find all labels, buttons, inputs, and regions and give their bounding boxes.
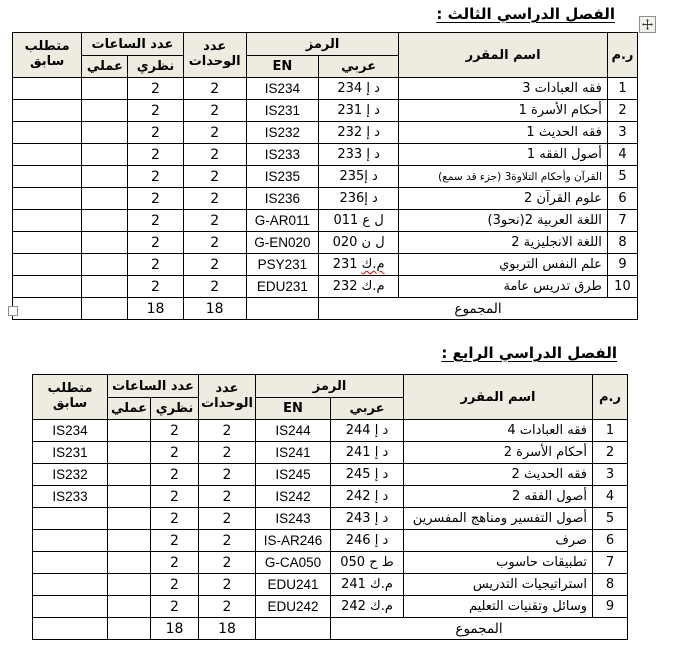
practical-hours-cell[interactable] <box>82 144 128 166</box>
theory-hours-cell[interactable]: 2 <box>151 464 199 486</box>
course-row <box>33 552 628 574</box>
course-code-en-cell[interactable]: IS235 <box>246 166 318 188</box>
practical-hours-cell[interactable] <box>82 100 128 122</box>
practical-hours-cell[interactable] <box>108 574 151 596</box>
total-theory-hours[interactable]: 18 <box>128 298 183 320</box>
practical-hours-cell[interactable] <box>82 166 128 188</box>
course-code-arabic-cell[interactable]: د إ 233 <box>319 144 399 166</box>
course-code-arabic-cell[interactable]: م.ك 241 <box>331 574 404 596</box>
header-practical-hours[interactable]: عملي <box>82 56 128 78</box>
course-code-en-cell[interactable]: IS242 <box>256 486 331 508</box>
course-row <box>33 530 628 552</box>
total-prerequisite[interactable] <box>13 298 82 320</box>
row-number-cell[interactable]: 4 <box>593 486 628 508</box>
row-number-cell[interactable]: 1 <box>607 78 637 100</box>
header-theory-hours[interactable]: نظري <box>151 398 199 420</box>
course-code-arabic-cell[interactable]: د إ 232 <box>319 122 399 144</box>
course-code-arabic-cell[interactable]: د إ 241 <box>331 442 404 464</box>
table-move-handle[interactable] <box>639 16 656 33</box>
course-code-arabic-cell[interactable]: د إ 242 <box>331 486 404 508</box>
row-number-cell[interactable]: 7 <box>607 210 637 232</box>
course-name-cell[interactable]: علوم القرآن 2 <box>399 188 608 210</box>
course-row <box>33 442 628 464</box>
course-name-cell[interactable]: أحكام الأسرة 1 <box>399 100 608 122</box>
theory-hours-cell[interactable]: 2 <box>151 442 199 464</box>
course-name-cell[interactable]: استراتيجيات التدريس <box>404 574 593 596</box>
table-resize-handle[interactable] <box>8 306 18 316</box>
course-code-en-cell[interactable]: IS232 <box>246 122 318 144</box>
course-code-en-cell[interactable]: G-EN020 <box>246 232 318 254</box>
table-header <box>13 33 638 78</box>
course-code-en-cell[interactable]: G-AR011 <box>246 210 318 232</box>
table-header <box>33 375 628 420</box>
practical-hours-cell[interactable] <box>108 552 151 574</box>
total-practical-hours[interactable] <box>82 298 128 320</box>
semester-3-table <box>12 32 638 320</box>
units-cell[interactable]: 2 <box>199 486 256 508</box>
practical-hours-cell[interactable] <box>108 486 151 508</box>
move-arrows-icon <box>642 19 653 30</box>
units-cell[interactable]: 2 <box>199 420 256 442</box>
prerequisite-cell[interactable] <box>13 78 82 100</box>
course-code-en-cell[interactable]: IS236 <box>246 188 318 210</box>
course-name-cell[interactable]: صرف <box>404 530 593 552</box>
row-number-cell[interactable]: 6 <box>593 530 628 552</box>
header-course-name[interactable]: اسم المقرر <box>399 33 608 78</box>
practical-hours-cell[interactable] <box>82 232 128 254</box>
course-code-en-cell[interactable]: EDU241 <box>256 574 331 596</box>
course-code-arabic-cell[interactable]: د إ 246 <box>331 530 404 552</box>
header-units[interactable]: عدد الوحدات <box>199 375 256 420</box>
total-code-en[interactable] <box>246 298 318 320</box>
theory-hours-cell[interactable]: 2 <box>151 486 199 508</box>
prerequisite-cell[interactable] <box>13 166 82 188</box>
row-number-cell[interactable]: 9 <box>593 596 628 618</box>
course-row <box>33 486 628 508</box>
theory-hours-cell[interactable]: 2 <box>128 232 183 254</box>
units-cell[interactable]: 2 <box>183 232 246 254</box>
total-code-en[interactable] <box>256 618 331 640</box>
course-row <box>33 464 628 486</box>
header-code-en[interactable]: EN <box>246 56 318 78</box>
course-row <box>13 144 638 166</box>
course-row <box>33 574 628 596</box>
theory-hours-cell[interactable]: 2 <box>151 596 199 618</box>
theory-hours-cell[interactable]: 2 <box>128 188 183 210</box>
total-label[interactable]: المجموع <box>319 298 638 320</box>
course-code-en-cell[interactable]: IS244 <box>256 420 331 442</box>
header-units[interactable]: عدد الوحدات <box>183 33 246 78</box>
course-row <box>13 166 638 188</box>
row-number-cell[interactable]: 6 <box>607 188 637 210</box>
course-name-cell[interactable]: اللغة الانجليزية 2 <box>399 232 608 254</box>
course-row <box>33 596 628 618</box>
units-cell[interactable]: 2 <box>199 442 256 464</box>
practical-hours-cell[interactable] <box>82 254 128 276</box>
row-number-cell[interactable]: 5 <box>607 166 637 188</box>
row-number-cell[interactable]: 3 <box>607 122 637 144</box>
total-row <box>13 298 638 320</box>
units-cell[interactable]: 2 <box>199 508 256 530</box>
prerequisite-cell[interactable] <box>13 254 82 276</box>
theory-hours-cell[interactable]: 2 <box>128 100 183 122</box>
theory-hours-cell[interactable]: 2 <box>128 78 183 100</box>
course-name-cell[interactable]: فقه الحديث 2 <box>404 464 593 486</box>
section-title-semester-4[interactable]: الفصل الدراسي الرابع : <box>441 344 617 362</box>
course-name-cell[interactable]: فقه العبادات 4 <box>404 420 593 442</box>
misspelled-text: م.ك <box>361 257 385 272</box>
semester-4-table <box>32 374 628 640</box>
header-prerequisite[interactable]: متطلب سابق <box>33 375 108 420</box>
units-cell[interactable]: 2 <box>183 276 246 298</box>
theory-hours-cell[interactable]: 2 <box>151 420 199 442</box>
course-row <box>33 508 628 530</box>
practical-hours-cell[interactable] <box>108 530 151 552</box>
theory-hours-cell[interactable]: 2 <box>128 254 183 276</box>
course-row <box>13 232 638 254</box>
units-cell[interactable]: 2 <box>199 530 256 552</box>
course-name-cell[interactable]: تطبيقات حاسوب <box>404 552 593 574</box>
course-name-cell[interactable]: فقه العبادات 3 <box>399 78 608 100</box>
course-row <box>13 276 638 298</box>
course-code-arabic-cell[interactable]: د إ 234 <box>319 78 399 100</box>
practical-hours-cell[interactable] <box>82 210 128 232</box>
course-row <box>33 420 628 442</box>
theory-hours-cell[interactable]: 2 <box>128 144 183 166</box>
practical-hours-cell[interactable] <box>82 276 128 298</box>
row-number-cell[interactable]: 5 <box>593 508 628 530</box>
header-prerequisite[interactable]: متطلب سابق <box>13 33 82 78</box>
prerequisite-cell[interactable] <box>33 596 108 618</box>
total-practical-hours[interactable] <box>108 618 151 640</box>
prerequisite-cell[interactable] <box>13 276 82 298</box>
header-hours-group[interactable]: عدد الساعات <box>82 33 183 56</box>
prerequisite-cell[interactable] <box>33 552 108 574</box>
row-number-cell[interactable]: 9 <box>607 254 637 276</box>
course-row <box>13 254 638 276</box>
theory-hours-cell[interactable]: 2 <box>151 574 199 596</box>
course-code-en-cell[interactable]: IS231 <box>246 100 318 122</box>
course-code-arabic-cell[interactable]: ط ح 050 <box>331 552 404 574</box>
units-cell[interactable]: 2 <box>183 78 246 100</box>
course-code-en-cell[interactable]: IS243 <box>256 508 331 530</box>
prerequisite-cell[interactable]: IS232 <box>33 464 108 486</box>
practical-hours-cell[interactable] <box>108 508 151 530</box>
course-name-cell[interactable]: أصول التفسير ومناهج المفسرين <box>404 508 593 530</box>
row-number-cell[interactable]: 8 <box>607 232 637 254</box>
course-name-cell[interactable]: أصول الفقه 2 <box>404 486 593 508</box>
practical-hours-cell[interactable] <box>82 78 128 100</box>
prerequisite-cell[interactable] <box>33 530 108 552</box>
course-code-en-cell[interactable]: IS245 <box>256 464 331 486</box>
prerequisite-cell[interactable]: IS234 <box>33 420 108 442</box>
total-row <box>33 618 628 640</box>
course-row <box>13 188 638 210</box>
header-hours-group[interactable]: عدد الساعات <box>108 375 199 398</box>
practical-hours-cell[interactable] <box>82 122 128 144</box>
units-cell[interactable]: 2 <box>199 464 256 486</box>
row-number-cell[interactable]: 10 <box>607 276 637 298</box>
course-code-en-cell[interactable]: EDU242 <box>256 596 331 618</box>
total-prerequisite[interactable] <box>33 618 108 640</box>
total-units[interactable]: 18 <box>183 298 246 320</box>
row-number-cell[interactable]: 2 <box>607 100 637 122</box>
practical-hours-cell[interactable] <box>108 420 151 442</box>
header-theory-hours[interactable]: نظري <box>128 56 183 78</box>
units-cell[interactable]: 2 <box>183 210 246 232</box>
course-code-arabic-cell[interactable]: م.ك 242 <box>331 596 404 618</box>
header-row-number[interactable]: ر.م <box>593 375 628 420</box>
theory-hours-cell[interactable]: 2 <box>151 530 199 552</box>
header-practical-hours[interactable]: عملي <box>108 398 151 420</box>
course-code-arabic-cell[interactable]: ل ن 020 <box>319 232 399 254</box>
theory-hours-cell[interactable]: 2 <box>128 210 183 232</box>
units-cell[interactable]: 2 <box>183 254 246 276</box>
course-name-cell[interactable]: أصول الفقه 1 <box>399 144 608 166</box>
course-code-en-cell[interactable]: IS241 <box>256 442 331 464</box>
theory-hours-cell[interactable]: 2 <box>128 276 183 298</box>
row-number-cell[interactable]: 3 <box>593 464 628 486</box>
prerequisite-cell[interactable] <box>33 508 108 530</box>
course-code-en-cell[interactable]: G-CA050 <box>256 552 331 574</box>
total-theory-hours[interactable]: 18 <box>151 618 199 640</box>
prerequisite-cell[interactable] <box>13 144 82 166</box>
course-code-arabic-cell[interactable]: د إ 243 <box>331 508 404 530</box>
prerequisite-cell[interactable] <box>13 122 82 144</box>
units-cell[interactable]: 2 <box>183 122 246 144</box>
course-row <box>13 100 638 122</box>
course-name-cell[interactable]: القرآن وأحكام التلاوة3 (جزء قد سمع) <box>399 166 608 188</box>
prerequisite-cell[interactable]: IS233 <box>33 486 108 508</box>
course-row <box>13 122 638 144</box>
course-code-arabic-cell[interactable]: م.ك 231 <box>319 254 399 276</box>
header-row-number[interactable]: ر.م <box>607 33 637 78</box>
units-cell[interactable]: 2 <box>183 144 246 166</box>
units-cell[interactable]: 2 <box>183 100 246 122</box>
units-cell[interactable]: 2 <box>183 188 246 210</box>
practical-hours-cell[interactable] <box>82 188 128 210</box>
prerequisite-cell[interactable] <box>33 574 108 596</box>
course-code-en-cell[interactable]: PSY231 <box>246 254 318 276</box>
practical-hours-cell[interactable] <box>108 464 151 486</box>
course-name-cell[interactable]: أحكام الأسرة 2 <box>404 442 593 464</box>
course-code-arabic-cell[interactable]: د إ235 <box>319 166 399 188</box>
theory-hours-cell[interactable]: 2 <box>128 166 183 188</box>
course-code-arabic-cell[interactable]: د إ 245 <box>331 464 404 486</box>
course-code-en-cell[interactable]: IS234 <box>246 78 318 100</box>
table-footer <box>13 298 638 320</box>
units-cell[interactable]: 2 <box>183 166 246 188</box>
table-footer <box>33 618 628 640</box>
course-code-arabic-cell[interactable]: د إ 244 <box>331 420 404 442</box>
course-code-en-cell[interactable]: IS233 <box>246 144 318 166</box>
header-code-en[interactable]: EN <box>256 398 331 420</box>
units-cell[interactable]: 2 <box>199 552 256 574</box>
header-code-arabic[interactable]: عربي <box>319 56 399 78</box>
header-course-name[interactable]: اسم المقرر <box>404 375 593 420</box>
header-code-arabic[interactable]: عربي <box>331 398 404 420</box>
prerequisite-cell[interactable] <box>13 232 82 254</box>
course-name-cell[interactable]: فقه الحديث 1 <box>399 122 608 144</box>
prerequisite-cell[interactable] <box>13 210 82 232</box>
course-code-arabic-cell[interactable]: د إ236 <box>319 188 399 210</box>
row-number-cell[interactable]: 7 <box>593 552 628 574</box>
section-title-semester-3[interactable]: الفصل الدراسي الثالث : <box>436 5 615 23</box>
row-number-cell[interactable]: 2 <box>593 442 628 464</box>
course-name-cell[interactable]: علم النفس التربوي <box>399 254 608 276</box>
course-code-arabic-cell[interactable]: م.ك 232 <box>319 276 399 298</box>
prerequisite-cell[interactable]: IS231 <box>33 442 108 464</box>
row-number-cell[interactable]: 4 <box>607 144 637 166</box>
prerequisite-cell[interactable] <box>13 100 82 122</box>
theory-hours-cell[interactable]: 2 <box>151 552 199 574</box>
row-number-cell[interactable]: 8 <box>593 574 628 596</box>
course-code-arabic-cell[interactable]: د إ 231 <box>319 100 399 122</box>
header-code-group[interactable]: الرمز <box>256 375 404 398</box>
prerequisite-cell[interactable] <box>13 188 82 210</box>
practical-hours-cell[interactable] <box>108 596 151 618</box>
header-code-group[interactable]: الرمز <box>246 33 398 56</box>
course-code-en-cell[interactable]: EDU231 <box>246 276 318 298</box>
practical-hours-cell[interactable] <box>108 442 151 464</box>
theory-hours-cell[interactable]: 2 <box>128 122 183 144</box>
total-label[interactable]: المجموع <box>331 618 628 640</box>
units-cell[interactable]: 2 <box>199 596 256 618</box>
course-code-en-cell[interactable]: IS-AR246 <box>256 530 331 552</box>
course-name-cell[interactable]: طرق تدريس عامة <box>399 276 608 298</box>
course-row <box>13 78 638 100</box>
units-cell[interactable]: 2 <box>199 574 256 596</box>
row-number-cell[interactable]: 1 <box>593 420 628 442</box>
course-row <box>13 210 638 232</box>
course-name-cell[interactable]: وسائل وتقنيات التعليم <box>404 596 593 618</box>
course-name-cell[interactable]: اللغة العربية 2(نحو3) <box>399 210 608 232</box>
theory-hours-cell[interactable]: 2 <box>151 508 199 530</box>
total-units[interactable]: 18 <box>199 618 256 640</box>
course-code-arabic-cell[interactable]: ل ع 011 <box>319 210 399 232</box>
